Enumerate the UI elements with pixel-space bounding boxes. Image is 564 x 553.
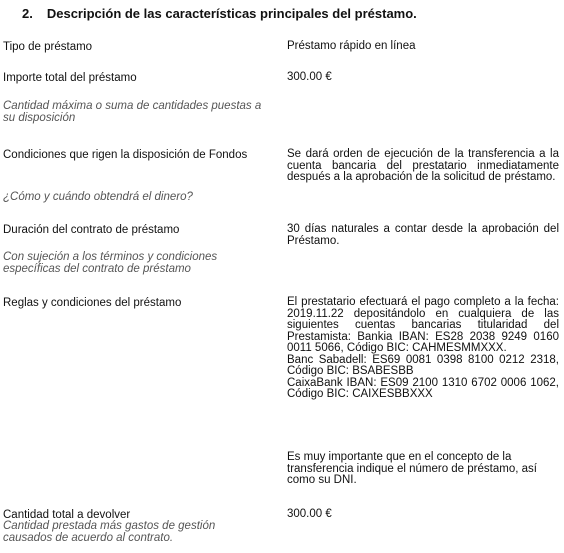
row-importe-label: Importe total del préstamo [3,72,137,84]
row-condiciones-label: Condiciones que rigen la disposición de Fondos [3,149,248,161]
reglas-line-bankia: El prestatario efectuará el pago completo a la fecha: 2019.11.22 depositándolo en cualquiera de las siguientes cuentas bancarias titularidad del Prestamista: Bankia IBAN: ES28 2038 9249 0160 0011 5066, Código BIC: CAHMESMMXXX. [287,296,559,354]
row-reglas-value [287,297,559,401]
section-heading [22,6,417,21]
row-importe-value: 300.00 € [287,71,332,83]
row-condiciones-note: ¿Cómo y cuándo obtendrá el dinero? [3,191,193,203]
row-total-label: Cantidad total a devolver [3,509,131,521]
section-title: Descripción de las características principales del préstamo. [46,6,417,21]
row-importe-note: Cantidad máxima o suma de cantidades puestas a su disposición [3,100,262,124]
row-duracion-label: Duración del contrato de préstamo [3,224,180,236]
row-total-note: Cantidad prestada más gastos de gestión causados de acuerdo al contrato. [3,520,216,544]
section-number: 2. [22,6,33,21]
row-condiciones-value: Se dará orden de ejecución de la transferencia a la cuenta bancaria del prestatario inmediatamente después a la aprobación de la solicitud de préstamo. [287,148,559,183]
row-total-value: 300.00 € [287,508,332,520]
row-tipo-label: Tipo de préstamo [3,41,93,53]
reglas-line-caixabank: CaixaBank IBAN: ES09 2100 1310 6702 0006 1062, Código BIC: CAIXESBBXXX [287,376,559,400]
row-reglas-label: Reglas y condiciones del préstamo [3,297,182,309]
row-reglas-extra: Es muy importante que en el concepto de la transferencia indique el número de préstamo, así como su DNI. [287,451,537,486]
row-tipo-value: Préstamo rápido en línea [287,40,416,52]
row-duracion-note: Con sujeción a los términos y condiciones específicas del contrato de préstamo [3,251,218,275]
row-duracion-value: 30 días naturales a contar desde la aprobación del Préstamo. [287,223,559,247]
reglas-line-sabadell: Banc Sabadell: ES69 0081 0398 8100 0212 2318, Código BIC: BSABESBB [287,353,559,377]
